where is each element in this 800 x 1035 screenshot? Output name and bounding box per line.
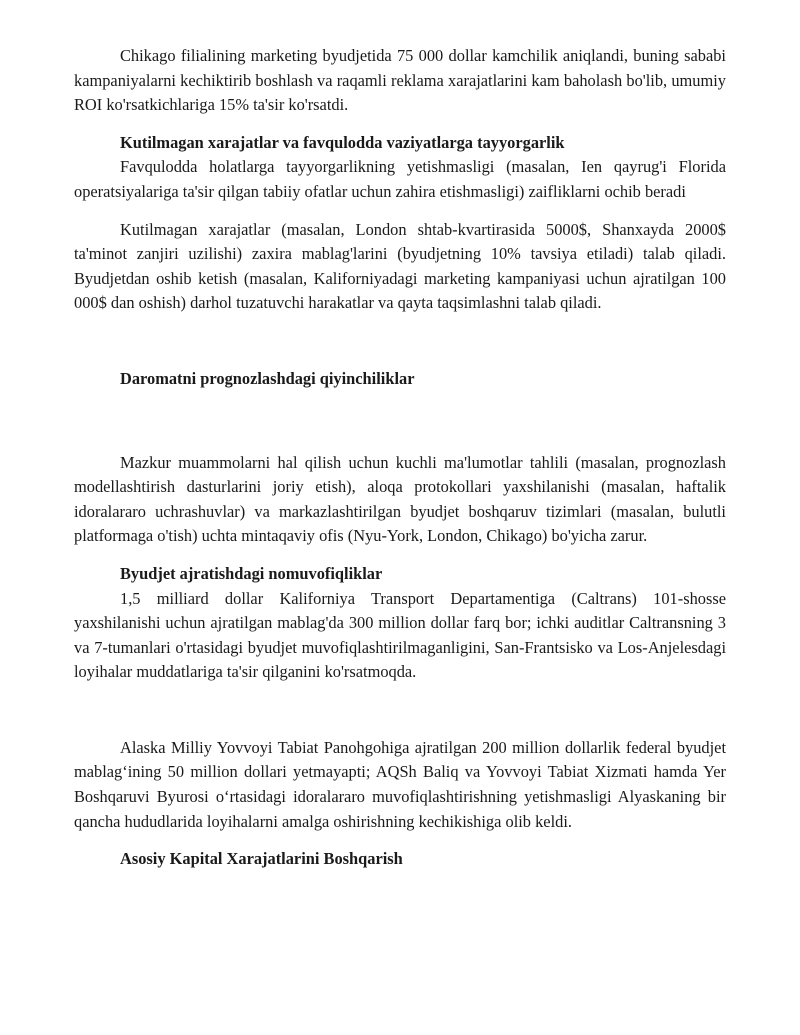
spacer: [74, 549, 726, 562]
heading-budget-allocation: Byudjet ajratishdagi nomuvofiqliklar: [120, 563, 383, 583]
heading-capital-expenditure: Asosiy Kapital Xarajatlarini Boshqarish: [120, 849, 403, 869]
paragraph-chicago-marketing: Chikago filialining marketing byudjetida 75 000 dollar kamchilik aniqlandi, buning sababi kampaniyalarni kechiktirib boshlash va raqamli reklama xarajatlarini kam baholash bo'lib, umumiy ROI ko'rsatkichlariga 15% ta'sir ko'rsatdi.: [74, 46, 726, 115]
paragraph-caltrans: 1,5 milliard dollar Kaliforniya Transport Departamentiga (Caltrans) 101-shosse yaxshilanishi uchun ajratilgan mablag'da 300 million dollar farq bor; ichki auditlar Caltransning 3 va 7-tumanlari o'rtasidagi byudjet muvofiqlashtirilmaganligini, San-Frantsisko va Los-Anjelesdagi loyihalar muddatlariga ta'sir qilganini ko'rsatmoqda.: [74, 588, 726, 682]
document-page: [74, 44, 726, 872]
paragraph-alaska: Alaska Milliy Yovvoyi Tabiat Panohgohiga ajratilgan 200 million dollarlik federal byudjet mablag‘ining 50 million dollari yetmayapti; AQSh Baliq va Yovvoyi Tabiat Xizmati hamda Yer Boshqaruvi Byurosi o‘rtasidagi idoralararo muvofiqlashtirishning yetishmasligi Alyaskaning bir qancha hududlarida loyihalarni amalga oshirishning kechikishiga olib keldi.: [74, 737, 726, 831]
paragraph-solutions: Mazkur muammolarni hal qilish uchun kuchli ma'lumotlar tahlili (masalan, prognozlash modellashtirish dasturlarini joriy etish), aloqa protokollari yaxshilanishi (masalan, haftalik idoralararo uchrashuvlar) va markazlashtirilgan byudjet boshqaruv tizimlari (masalan, bulutli platformaga o'tish) uchta mintaqaviy ofis (Nyu-York, London, Chikago) bo'yicha zarur.: [74, 452, 726, 546]
paragraph-emergency-preparedness: Favqulodda holatlarga tayyorgarlikning yetishmasligi (masalan, Ien qayrug'i Florida operatsiyalariga ta'sir qilgan tabiiy ofatlar uchun zahira etishmasligi) zaifliklarni ochib beradi: [74, 157, 726, 201]
spacer: [74, 205, 726, 218]
heading-contingency: Kutilmagan xarajatlar va favqulodda vaziyatlarga tayyorgarlik: [120, 132, 565, 152]
paragraph-unexpected-costs: Kutilmagan xarajatlar (masalan, London shtab-kvartirasida 5000$, Shanxayda 2000$ ta'minot zanjiri uzilishi) zaxira mablag'larini (byudjetning 10% tavsiya etiladi) talab qiladi. Byudjetdan oshib ketish (masalan, Kaliforniyadagi marketing kampaniyasi uchun ajratilgan 100 000$ dan oshish) darhol tuzatuvchi harakatlar va qayta taqsimlashni talab qiladi.: [74, 219, 726, 313]
spacer: [74, 392, 726, 451]
heading-revenue-forecasting: Daromatni prognozlashdagi qiyinchiliklar: [120, 368, 415, 388]
spacer: [74, 316, 726, 367]
spacer: [74, 685, 726, 736]
spacer: [74, 118, 726, 131]
spacer: [74, 834, 726, 847]
